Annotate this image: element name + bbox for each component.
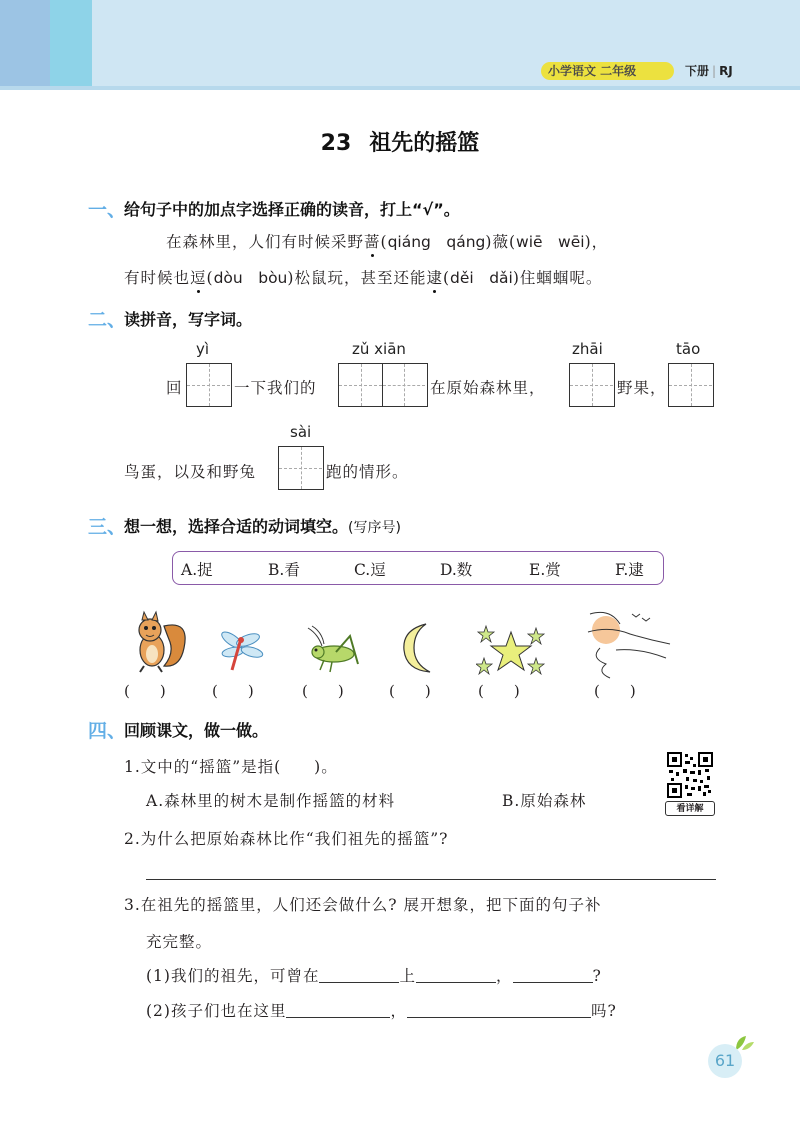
writing-box-tao[interactable]: [668, 363, 714, 407]
word-text: 回: [166, 379, 183, 397]
pinyin-options: qiáng qáng: [387, 233, 486, 251]
fill-blank[interactable]: [319, 966, 399, 983]
term-label: 下册 | RJ: [685, 64, 733, 78]
writing-box-yi[interactable]: [186, 363, 232, 407]
stars-icon: [476, 624, 546, 676]
dotted-char: 逗: [190, 269, 207, 287]
writing-box-sai[interactable]: [278, 446, 324, 490]
question-3-line1: 3.在祖先的摇篮里，人们还会做什么? 展开想象，把下面的句子补: [124, 896, 602, 914]
edition-text: RJ: [719, 64, 733, 78]
pinyin-options: děi dǎi: [450, 269, 513, 287]
term-text: 下册: [685, 64, 710, 78]
section2-number: 二、: [88, 309, 127, 331]
pinyin-yi: yì: [196, 340, 210, 358]
word-text: 鸟蛋，以及和野兔: [124, 463, 257, 481]
grasshopper-icon: [304, 624, 360, 674]
question-3-sentence-1: (1)我们的祖先，可曾在 上 ， ?: [146, 967, 602, 985]
fill-blank[interactable]: [407, 1001, 591, 1018]
option-b: B.看: [268, 561, 300, 579]
answer-blank-3[interactable]: ( ): [302, 682, 344, 700]
question-1-option-a: A.森林里的树木是制作摇篮的材料: [146, 792, 396, 810]
section1-line1: 在森林里，人们有时候采野蔷(qiáng qáng)薇(wiē wēi)，: [166, 233, 609, 251]
writing-box-zuxian[interactable]: [338, 363, 428, 407]
question-3-line2: 充完整。: [146, 933, 213, 951]
writing-box-zhai[interactable]: [569, 363, 615, 407]
answer-blank-1[interactable]: ( ): [124, 682, 166, 700]
question-1: 1.文中的“摇篮”是指( )。: [124, 758, 338, 776]
pinyin-sai: sài: [290, 423, 312, 441]
section2-title: 读拼音，写字词。: [124, 310, 253, 329]
section1-line2: 有时候也逗(dòu bòu)松鼠玩，甚至还能逮(děi dǎi)住蝈蝈呢。: [124, 269, 603, 287]
question-1-option-b: B.原始森林: [502, 792, 587, 810]
pinyin-options: dòu bòu: [213, 269, 288, 287]
dotted-char: 蔷: [364, 233, 381, 251]
header-strip-light: [50, 0, 92, 90]
section3-number: 三、: [88, 516, 127, 538]
sunset-icon: [570, 604, 680, 680]
dotted-char: 逮: [426, 269, 443, 287]
lesson-title: 祖先的摇篮: [369, 131, 480, 156]
question-2: 2.为什么把原始森林比作“我们祖先的摇篮”?: [124, 830, 449, 848]
lesson-number: 23: [320, 131, 352, 156]
moon-icon: [396, 620, 440, 676]
pinyin-zhai: zhāi: [572, 340, 603, 358]
header-band: [0, 0, 800, 90]
squirrel-icon: [124, 606, 192, 676]
header-strip-dark: [0, 0, 50, 90]
answer-blank-5[interactable]: ( ): [478, 682, 520, 700]
qr-caption: 看详解: [665, 801, 715, 816]
option-f: F.逮: [615, 561, 644, 579]
section4-number: 四、: [88, 720, 127, 742]
word-text: 野果，: [617, 379, 667, 397]
page-number: 61: [708, 1044, 742, 1078]
fill-blank[interactable]: [286, 1001, 390, 1018]
word-text: 在原始森林里，: [430, 379, 546, 397]
header-divider: [0, 86, 800, 90]
section4-title: 回顾课文，做一做。: [124, 721, 269, 740]
title-note: (写序号): [348, 520, 401, 536]
option-c: C.逗: [354, 561, 386, 579]
subject-label: 小学语文 二年级: [548, 64, 637, 78]
qr-code-icon[interactable]: [667, 752, 713, 798]
answer-blank-4[interactable]: ( ): [389, 682, 431, 700]
section3-title: 想一想，选择合适的动词填空。(写序号): [124, 517, 401, 536]
pinyin-options: wiē wēi: [516, 233, 585, 251]
word-text: 一下我们的: [234, 379, 317, 397]
option-e: E.赏: [529, 561, 561, 579]
dragonfly-icon: [218, 628, 268, 674]
section1-title: 给句子中的加点字选择正确的读音，打上“√”。: [124, 200, 460, 219]
option-a: A.捉: [181, 561, 213, 579]
fill-blank[interactable]: [416, 966, 496, 983]
section1-number: 一、: [88, 199, 127, 221]
pinyin-zuxian: zǔ xiān: [352, 340, 406, 358]
option-d: D.数: [440, 561, 473, 579]
question-3-sentence-2: (2)孩子们也在这里 ， 吗?: [146, 1002, 617, 1020]
verb-options-box: [172, 551, 664, 585]
answer-blank-6[interactable]: ( ): [594, 682, 636, 700]
answer-blank-2[interactable]: ( ): [212, 682, 254, 700]
answer-line[interactable]: [146, 879, 716, 880]
word-text: 跑的情形。: [326, 463, 409, 481]
page-title: [0, 126, 800, 157]
pinyin-tao: tāo: [676, 340, 701, 358]
fill-blank[interactable]: [513, 966, 593, 983]
